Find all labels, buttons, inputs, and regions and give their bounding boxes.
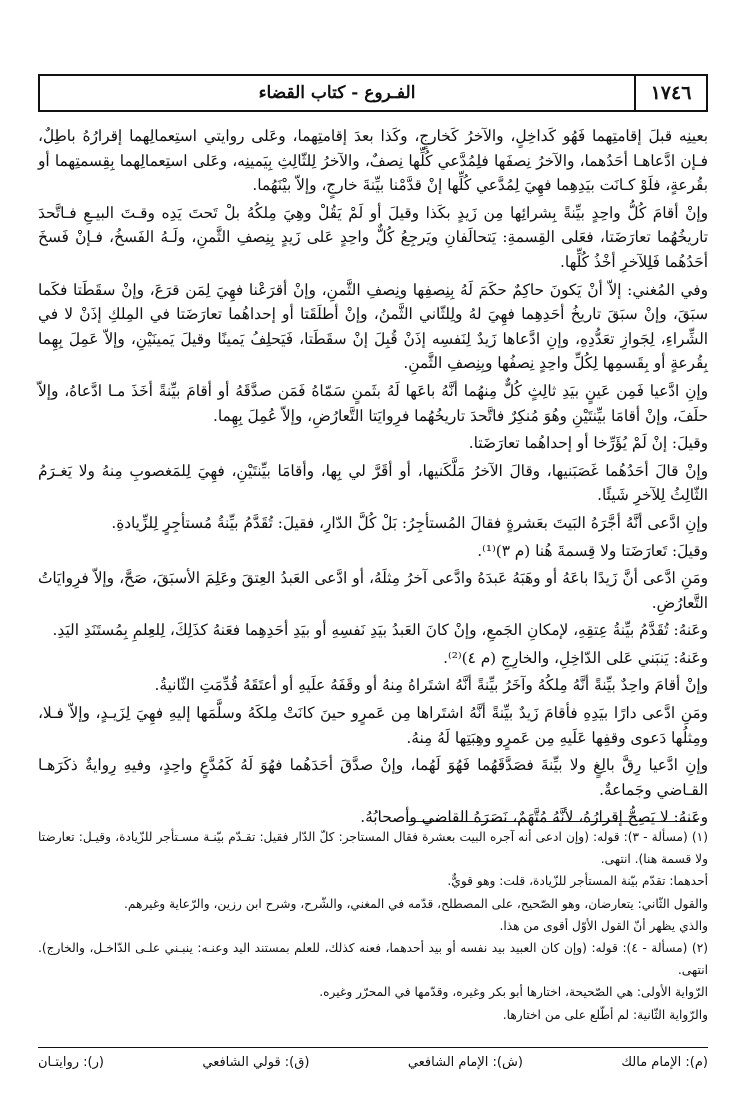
body-paragraph: وقيلَ: إنْ لَمْ يُؤَرِّخا أو إحداهُما تعارَضَتا. bbox=[468, 434, 708, 453]
legend-item: (ق): قولي الشافعي bbox=[202, 1054, 310, 1070]
body-paragraph: وعَنهُ: تُقَدَّمُ بيِّنةُ عِتقِهِ، لإمكانِ الجَمعِ، وإنْ كانَ العَبدُ بيَدِ نَفسِهِ أو بيَدِ أحَدِهِما فعَنهُ كذَلِكَ، لِلعِلمِ بِمُستَنَدِ اليَدِ. bbox=[52, 621, 708, 640]
footnote-line: والذي يظهر أنّ القول الأوّل أقوى من هذا. bbox=[499, 918, 708, 933]
footnote-line: (٢) (مسألة - ٤): قوله: (وإن كان العبيد بيد نفسه أو بيد أحدهما، فعنه كذلك، للعلم بمستند اليد وعنـه: ينبـني علـى الدّاخـل، والخارج). انتهى. bbox=[38, 941, 708, 978]
body-paragraph: وإنِ ادَّعيا رِقَّ بالِغٍ ولا بيِّنةَ فصَدَّقَهُما فَهُوَ لَهُما، وإنْ صدَّقَ أحَدَهُما فهُوَ لَهُ كَمُدَّعٍ واحِدٍ، وفيهِ رِوايةٌ ذكَرَهـا القـاضي وجَماعةٌ. bbox=[38, 756, 708, 799]
footnotes bbox=[38, 826, 708, 1040]
body-paragraph: وإنْ أقامَ كُلُّ واحِدٍ بيِّنةً بِشرائِها مِن زَيدٍ بكَذا وقيلَ أو لَمْ يَقُلْ وهِيَ مِلكُهُ بلْ تَحتَ يَدِه وقـتَ البيـعِ فـاتَّحدَ تاريخُهُما تعارَضَتا، فعَلى القِسمةِ: يَتحالَفانِ ويَرجِعُ كُلٌّ واحِدٍ عَلى زَيدٍ بِنِصفِ الثَّمنِ، ولَـهُ الفَسخُ، فـإنْ فَسخَ أحَدُهُما فَلِلآخرِ أخْذُ كُلِّها. bbox=[38, 203, 708, 271]
body-paragraph: وعَنهُ: يَنبَني عَلى الدّاخِلِ، والخارِجِ (م ٤)⁽²⁾. bbox=[443, 648, 708, 667]
body-paragraph: بعينِه قبلَ إقامتِهما فَهُو كَداخِلٍ، والآخرُ كَخارجٍ، وكَذا بعدَ إقامتِهما، وعَلى روايتي استِعمالِهما إقرارُهُ باطِلٌ، فـإن ادَّعاهـا أحَدُهما، والآخرُ نِصفَها فلِمُدَّعي كُلِّها نِصفٌ، والآخرُ لِلثّالِثِ بِيَمينِه، وعَلى استِعمالِهما بِقِسمتِهما أو بقُرعةٍ، فلَوْ كـانَت بيَدِهِما فهِيَ لِمُدَّعي كُلِّها إنْ قدَّمْنا بيِّنةَ خارجٍ، وإلاّ بيْنَهُما. bbox=[38, 127, 708, 195]
body-paragraph: وإنْ قالَ أحَدُهُما غَصَبَنيها، وقالَ الآخرُ مَلَّكَنيها، أو أقَرَّ لي بِها، وأقامَا بيِّنتَيْنِ، فهِيَ لِلمَغصوبِ مِنهُ ولا يَغـرَمُ الثّالِثُ لِلآخرِ شَيئًا. bbox=[38, 461, 708, 505]
footnote-line: الرّواية الأولى: هي الصّحيحة، اختارها أبو بكر وغيره، وقدّمها في المحرّر وغيره. bbox=[319, 985, 708, 1000]
footnote-line: والقول الثّاني: يتعارضان، وهو الصّحيح، على المصطلح، قدّمه في المغني، والشّرح، وشرح ابن رزين، والرّعاية وغيرهم. bbox=[124, 896, 708, 911]
footnote-line: أحدهما: تقدّم بيّنة المستأجر للزّيادة، قلت: وهو قويٌّ. bbox=[447, 874, 708, 889]
body-paragraph: وقيلَ: تَعارَضَتا ولا قِسمةَ هُنا (م ٣)⁽¹⁾. bbox=[477, 541, 708, 560]
body-paragraph: وعَنهُ: لا يَصِحُّ إقرارُهُ، لأنَّهُ مُتَّهَمٌ، نَصَرَهُ القاضي وأصحابُهُ. bbox=[360, 808, 708, 827]
footnote-separator bbox=[406, 821, 698, 822]
legend-item: (ش): الإمام الشافعي bbox=[407, 1054, 523, 1070]
legend-rule bbox=[38, 1047, 708, 1048]
page-number: ١٧٤٦ bbox=[634, 76, 706, 110]
body-paragraph: ومَنِ ادَّعى دارًا بيَدِهِ فأقامَ زَيدٌ بيِّنةً أنَّهُ اشتَراها مِن عَمرٍو حينَ كانَتْ مِلكَهُ وسلَّمَها إليهِ فهِيَ لِزَيـدٍ، وإلاّ فـلا، ومِثلُها دَعوى وقفِها عَلَيهِ مِن عَمرٍو وهِبَتِها لَهُ مِنهُ. bbox=[38, 704, 708, 747]
body-paragraph: وفي المُغني: إلاّ أنْ يَكونَ حاكِمٌ حكَمَ لَهُ بِنِصفِها ونِصفِ الثَّمنِ، وإنْ أقرَعْنا فهِيَ لِمَن قرَعَ، وإنْ سقَطَتا فكَما سبَقَ، وإنْ سبَقَ تاريخُ أحَدِهِما فهِيَ لهُ ولِلثّاني الثَّمنُ، وإنْ أطلَقَتا أو إحداهُما تعارَضَتا في المِلكِ إذَنْ لا في الشِّراءِ، لِجَوازِ تعَدُّدِهِ، وإنِ ادَّعاها زَيدٌ لِنَفسِه إذَنْ قُبِلَ إنْ سقَطَتا، فَيَحلِفُ يَمينًا وقيلَ يَمينَيْنِ، وإلاّ عَمِلَ بِهِما بِقُرعةٍ أو بِقَسمِها لِكُلِّ واحِدٍ نِصفُها وبِنِصفِ الثَّمنِ. bbox=[38, 280, 708, 373]
legend-item: (ر): روايتـان bbox=[38, 1054, 104, 1070]
footnote-line: والرّواية الثّانية: لم أطّلع على من اختارها. bbox=[502, 1007, 708, 1022]
main-text bbox=[38, 124, 708, 827]
footnote-line: (١) (مسألة - ٣): قوله: (وإن ادعى أنه آجره البيت بعشرة فقال المستاجر: كلّ الدّار فقيل: تقـدّم بيّنـة مسـتأجر للزّيادة، وقيـل: تعارضتا ولا قسمة هنا). انتهى. bbox=[38, 830, 708, 867]
body-paragraph: ومَنِ ادَّعى أنَّ زَيدًا باعَهُ أو وهَبَهُ عَبدَهُ وادَّعى آخرُ مِثلَهُ، أو ادَّعى العَبدُ العِتقَ وعَلِمَ الأسبَقَ، صَحَّ، وإلاّ فرِوايَاتُ التَّعارُضِ. bbox=[38, 569, 708, 612]
legend-item: (م): الإمام مالك bbox=[621, 1054, 708, 1070]
body-paragraph: وإنِ ادَّعى أنَّهُ أجَّرَهُ البَيتَ بعَشرةٍ فقالَ المُستأجِرُ: بَلْ كُلَّ الدّارِ، فقيلَ: تُقَدَّمُ بيِّنةُ مُستأجِرٍ لِلزِّيادةِ. bbox=[111, 513, 708, 532]
abbreviation-legend bbox=[38, 1050, 708, 1074]
page-header bbox=[38, 74, 708, 112]
running-title: الفـروع - كتاب القضاء bbox=[258, 83, 416, 103]
body-paragraph: وإنِ ادَّعيا فَمِن عَينٍ بيَدِ ثالِثٍ كُلٌّ مِنهُما أنَّهُ باعَها لَهُ بثَمنٍ سَمّاهُ فَمَن صدَّقَهُ أو أقامَ بيِّنةً أخَذَ مـا ادَّعاهُ، وإلاّ حلَفَ، وإنْ أقامَا بيِّنتَيْنِ وهُوَ مُنكِرٌ فاتَّحدَ تاريخُهُما فرِوايَتا التَّعارُضِ، وإلاّ عُمِلَ بِهِما. bbox=[38, 381, 708, 425]
body-paragraph: وإنْ أقامَ واحِدٌ بيِّنةً أنَّهُ مِلكُهُ وآخَرُ بيِّنةً أنَّهُ اشتَراهُ مِنهُ أو وقَفَهُ علَيهِ أو أعتَقَهُ قُدِّمَتِ الثّانيةُ. bbox=[154, 676, 708, 695]
